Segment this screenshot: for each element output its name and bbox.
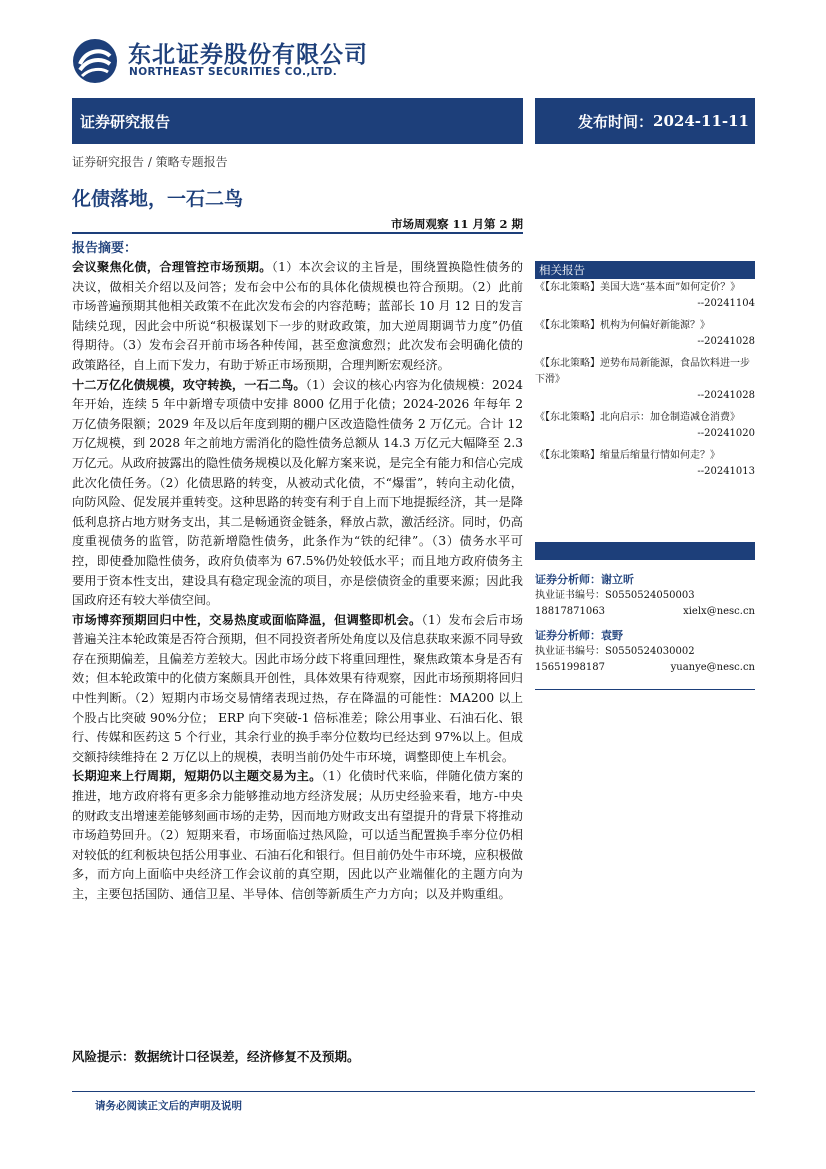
related-report-item[interactable] — [535, 280, 755, 312]
related-report-date: --20241028 — [697, 390, 755, 401]
paragraph-text: （1）化债时代来临，伴随化债方案的推进，地方政府将有更多余力能够推动地方经济发展；从历史经验来看，地方-中央的财政支出增速差能够刻画市场的走势，因而地方财政支出有望提升的背景下将推动市场趋势回升。（2）短期来看，市场面临过热风险，可以适当配置换手率分位仍相对较低的红利板块包括公用事业、石油石化和银行。但目前仍处牛市环境，应积极做多，而方向上面临中央经济工作会议前的真空期，因此以产业端催化的主题方向为主，主要包括国防、通信卫星、半导体、信创等新质生产力方向；以及并购重组。 — [72, 769, 524, 901]
related-report-title: 《【东北策略】逆势布局新能源，食品饮料进一步下滑》 — [535, 358, 750, 385]
analyst-phone: 18817871063 — [535, 606, 605, 617]
report-type: 证券研究报告 — [80, 112, 171, 131]
related-report-title: 《【东北策略】缩量后缩量行情如何走？》 — [535, 450, 720, 461]
paragraph-text: （1）会议的核心内容为化债规模：2024 年开始，连续 5 年中新增专项债中安排 8000 亿用于化债；2024-2026 年每年 2 万亿债务限额；2029 年及以后年度到期的棚户区改造隐性债务 2 万亿元。合计 12 万亿规模，到 2028 年之前地方需消化的隐性债务总额从 14.3 万亿元大幅降至 2.3 万亿元。从政府披露出的隐性债务规模以及化解方案来说，是完全有能力和信心完成此次化债任务。（2）化债思路的转变，从被动式化债，不“爆雷”，转向主动化债，向防风险、促发展并重转变。这种思路的转变有利于自上而下地提振经济，其一是降低利息挤占地方财务支出，其二是畅通资金链条，释放占款，激活经济。同时，仍高度重视债务的监管，防范新增隐性债务，此条作为“铁的纪律”。（3）债务水平可控，即使叠加隐性债务，政府负债率为 67.5%仍处较低水平；而且地方政府债务主要用于资本性支出，建设具有稳定现金流的项目，亦是偿债资金的重要来源；因此我国政府还有较大举债空间。 — [72, 377, 524, 608]
summary-paragraph — [72, 258, 523, 376]
related-report-date: --20241013 — [697, 466, 755, 477]
publish-label: 发布时间： — [578, 112, 654, 131]
paragraph-lead: 长期迎来上行周期，短期仍以主题交易为主。 — [72, 769, 322, 784]
paragraph-text: （1）本次会议的主旨是，围绕置换隐性债务的决议，做相关介绍以及问答；发布会中公布的具体化债规模也符合预期。（2）此前市场普遍预期其他相关政策不在此次发布会的内容范畴；蓝部长 10 月 12 日的发言陆续兑现，因此会中所说“积极谋划下一步的财政政策，加大逆周期调节力度”仍值得期待。（3）发布会召开前市场各种传闻，甚至愈演愈烈；此次发布会明确化债的政策路径，自上而下发力，有助于矫正市场预期，合理判断宏观经济。 — [72, 260, 524, 372]
analyst-cert: 执业证书编号：S0550524030002 — [535, 646, 695, 657]
report-title: 化债落地，一石二鸟 — [72, 188, 244, 210]
publish-date: 2024-11-11 — [653, 112, 749, 130]
paragraph-text: （1）发布会后市场普遍关注本轮政策是否符合预期，但不同投资者所处角度以及信息获取来源不同导致存在预期偏差，且偏差方差较大。因此市场分歧下将重回理性，聚焦政策本身是否有效；但本轮政策中的化债方案颇具开创性，具体效果有待观察，因此市场预期将回归中性判断。（2）短期内市场交易情绪表现过热，存在降温的可能性：MA200 以上个股占比突破 90%分位； ERP 向下突破-1 倍标准差；除公用事业、石油石化、银行、传媒和医药这 5 个行业，其余行业的换手率分位数均已经达到 97%以上。但成交额持续维持在 2 万亿以上的规模，表明当前仍处牛市环境，调整即使上车机会。 — [72, 612, 524, 764]
summary-paragraph — [72, 376, 523, 611]
summary-paragraph — [72, 611, 523, 768]
analyst-cert: 执业证书编号：S0550524050003 — [535, 590, 695, 601]
sidebar-divider-bar — [535, 542, 755, 560]
analyst-block — [535, 628, 755, 676]
company-name-en: NORTHEAST SECURITIES CO.,LTD. — [129, 66, 338, 78]
analyst-block — [535, 572, 755, 620]
related-reports-header: 相关报告 — [535, 261, 755, 279]
analyst-contact — [535, 660, 755, 676]
report-subtitle: 市场周观察 11 月第 2 期 — [390, 217, 523, 231]
related-report-item[interactable] — [535, 448, 755, 480]
paragraph-lead: 会议聚焦化债，合理管控市场预期。 — [72, 260, 272, 274]
paragraph-lead: 市场博弈预期回归中性，交易热度或面临降温，但调整即机会。 — [72, 612, 422, 627]
footer-note: 请务必阅读正文后的声明及说明 — [95, 1100, 242, 1112]
related-report-date: --20241020 — [697, 428, 755, 439]
analyst-name: 证券分析师：袁野 — [535, 629, 623, 642]
analyst-contact — [535, 604, 755, 620]
analyst-divider — [535, 689, 755, 690]
analyst-email[interactable]: yuanye@nesc.cn — [670, 662, 755, 673]
breadcrumb: 证券研究报告 / 策略专题报告 — [72, 155, 228, 169]
analyst-name: 证券分析师：谢立昕 — [535, 573, 634, 586]
title-divider — [72, 232, 523, 234]
related-report-item[interactable] — [535, 410, 755, 442]
related-report-title: 《【东北策略】机构为何偏好新能源？》 — [535, 320, 710, 331]
paragraph-lead: 十二万亿化债规模，攻守转换，一石二鸟。 — [72, 377, 306, 392]
related-report-title: 《【东北策略】北向启示：加仓制造减仓消费》 — [535, 412, 740, 423]
related-reports-list — [535, 280, 755, 486]
related-report-date: --20241104 — [697, 298, 755, 309]
analyst-email[interactable]: xielx@nesc.cn — [683, 606, 755, 617]
company-name-cn: 东北证券股份有限公司 — [128, 42, 368, 68]
related-report-date: --20241028 — [697, 336, 755, 347]
publish-date-banner — [535, 98, 755, 144]
summary-label: 报告摘要： — [72, 241, 138, 256]
footer-divider — [72, 1091, 755, 1092]
related-report-item[interactable] — [535, 318, 755, 350]
company-logo-icon — [72, 38, 118, 84]
summary-body — [72, 258, 523, 905]
risk-warning: 风险提示：数据统计口径误差，经济修复不及预期。 — [72, 1049, 360, 1064]
analyst-phone: 15651998187 — [535, 662, 605, 673]
summary-paragraph — [72, 767, 523, 904]
company-logo — [72, 34, 392, 90]
related-report-item[interactable] — [535, 356, 755, 404]
report-type-banner — [72, 98, 523, 144]
related-report-title: 《【东北策略】美国大选“基本面”如何定价？》 — [535, 282, 741, 293]
